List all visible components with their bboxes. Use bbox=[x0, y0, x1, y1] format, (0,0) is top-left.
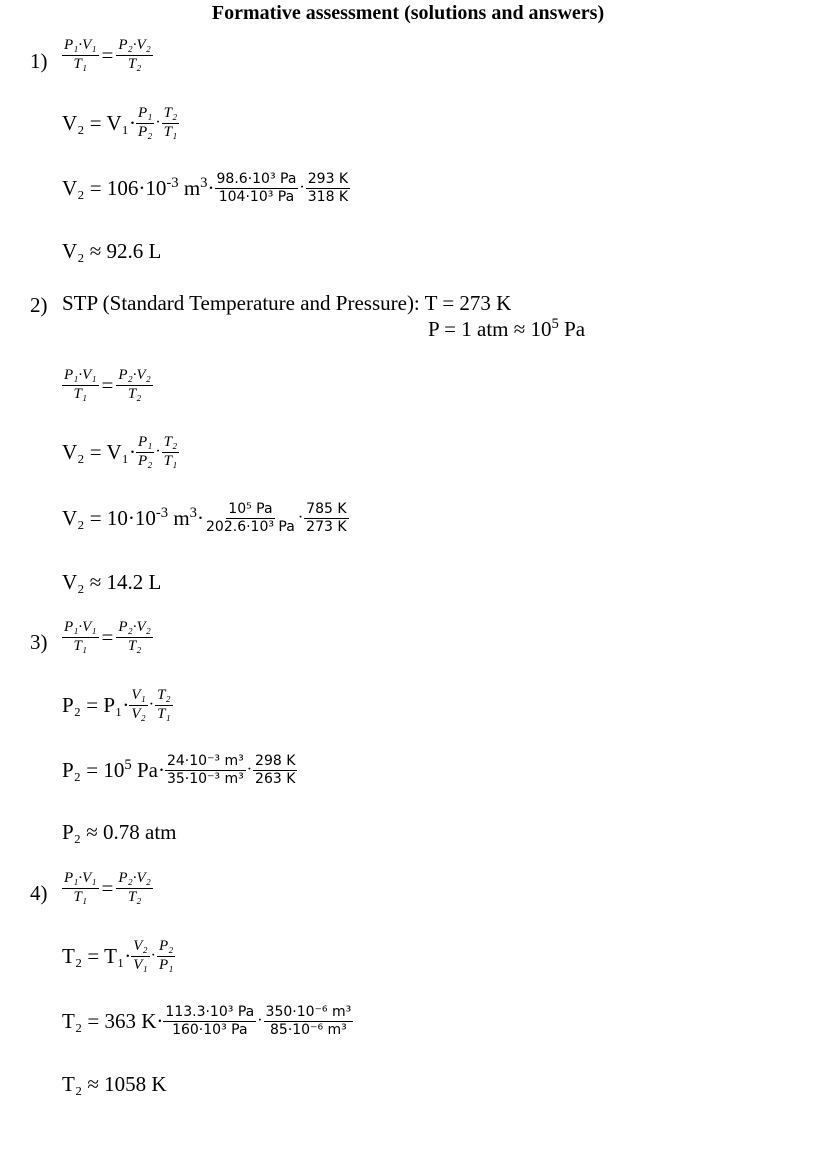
problem-3-label: 3) bbox=[30, 630, 48, 654]
problem-1-answer: V₂ ≈ 92.6 L bbox=[62, 239, 162, 263]
problem-3-rearranged: P₂ = P₁· $\frac{\text{V₁}}{\text{V₂}}$ · $\frac{\text{T₂}}{\text{T₁}}$ bbox=[62, 687, 171, 722]
problem-3-substitution: $P_2 = 10^5$ Pa· $\frac{\text{24·10⁻³ m³}}{\text{35·10⁻³ m³}}$ · $\frac{298 K}{263 K}$ bbox=[62, 753, 296, 787]
fraction-right: $\frac{\text{P₂·V₂}}{\text{T₂}}$ bbox=[118, 37, 151, 72]
problem-3-gas-law: $\frac{\text{P₁·V₁}}{\text{T₁}}$ = $\frac{\text{P₂·V₂}}{\text{T₂}}$ bbox=[64, 619, 151, 654]
problem-2-label: 2) bbox=[30, 293, 48, 317]
stp-line-2: P = 1 atm ≈ $10^5$ Pa bbox=[428, 315, 586, 341]
page-title: Formative assessment (solutions and answers) bbox=[211, 2, 605, 24]
problem-4-rearranged: T₂ = T₁· $\frac{\text{V₂}}{\text{V₁}}$ · $\frac{\text{P₂}}{\text{P₁}}$ bbox=[62, 938, 174, 973]
problem-4-substitution: T₂ = 363 K· $\frac{\text{113.3·10³ Pa}}{\text{160·10³ Pa}}$ · $\frac{\text{350·10⁻⁶ m³}}{\text{85·10⁻⁶ m³}}$ bbox=[62, 1004, 352, 1038]
problem-2-substitution: $V_2 = 10\cdot 10^{-3}$ $m^3\cdot$ $\frac{\text{10⁵ Pa}}{\text{202.6·10³ Pa}}$ · $\frac{785 K}{273 K}$ bbox=[62, 501, 347, 535]
problem-2-gas-law: $\frac{\text{P₁·V₁}}{\text{T₁}}$ = $\frac{\text{P₂·V₂}}{\text{T₂}}$ bbox=[64, 367, 151, 402]
problem-1-label: 1) bbox=[30, 49, 48, 73]
problem-1-rearranged: V₂ = V₁· $\frac{\text{P₁}}{\text{P₂}}$ · $\frac{\text{T₂}}{\text{T₁}}$ bbox=[62, 105, 178, 140]
fraction-left: $\frac{\text{P₁·V₁}}{\text{T₁}}$ bbox=[64, 37, 97, 72]
problem-4-answer: T₂ ≈ 1058 K bbox=[62, 1072, 167, 1096]
problem-2-rearranged: V₂ = V₁· $\frac{\text{P₁}}{\text{P₂}}$ · $\frac{\text{T₂}}{\text{T₁}}$ bbox=[62, 434, 178, 469]
problem-1-gas-law: $\frac{\text{P₁·V₁}}{\text{T₁}}$ = $\frac{\text{P₂·V₂}}{\text{T₂}}$ bbox=[64, 37, 151, 72]
stp-line-1: STP (Standard Temperature and Pressure): T = 273 K bbox=[62, 291, 512, 315]
problem-4-gas-law: $\frac{\text{P₁·V₁}}{\text{T₁}}$ = $\frac{\text{P₂·V₂}}{\text{T₂}}$ bbox=[64, 870, 151, 905]
problem-3-answer: P₂ ≈ 0.78 atm bbox=[62, 820, 177, 844]
problem-1-substitution: $V_2 = 106\cdot 10^{-3}$ $m^3\cdot$ $\frac{\text{98.6·10³ Pa}}{\text{104·10³ Pa}}$ · $\frac{293 K}{318 K}$ bbox=[62, 171, 349, 205]
problem-4-label: 4) bbox=[30, 881, 48, 905]
problem-2-answer: V₂ ≈ 14.2 L bbox=[62, 570, 162, 594]
